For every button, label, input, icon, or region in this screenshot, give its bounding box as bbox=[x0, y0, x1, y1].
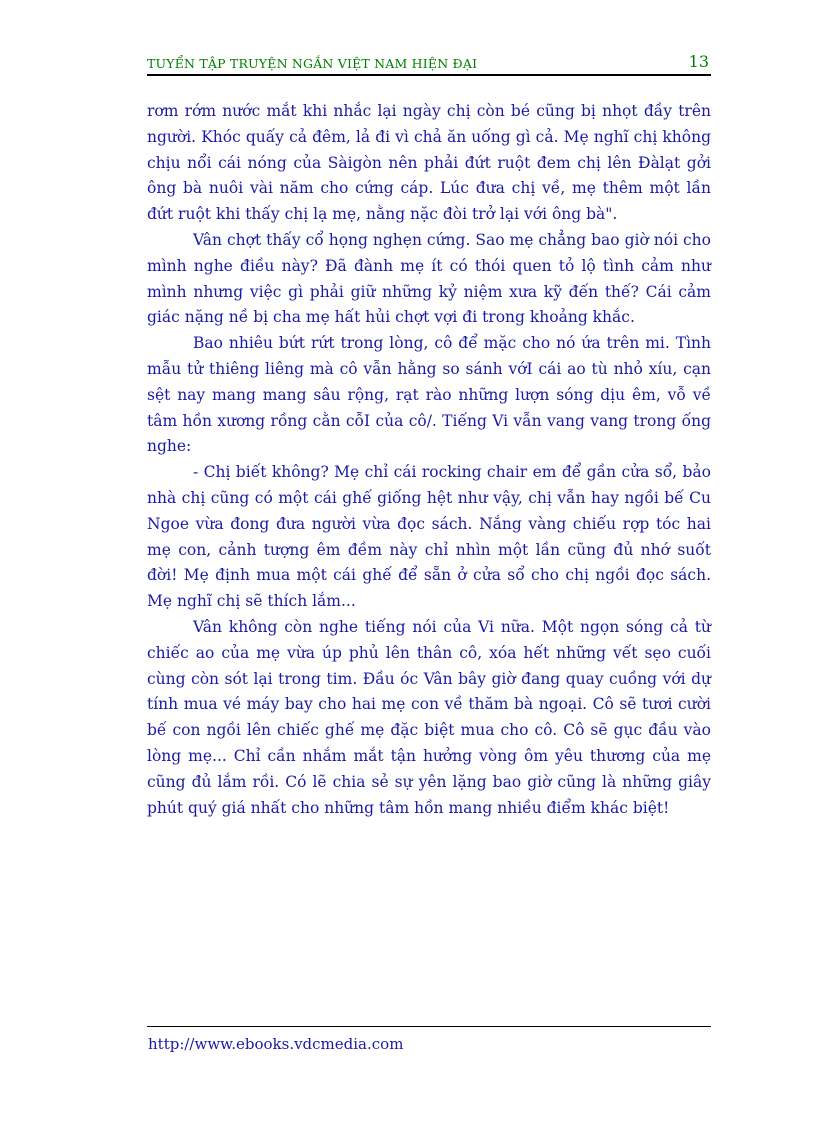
paragraph: Bao nhiêu bứt rứt trong lòng, cô để mặc cho nó ứa trên mi. Tình mẫu tử thiêng liêng mà cô vẫn hằng so sánh vớI cái ao tù nhỏ xíu, cạn sệt nay mang mang sâu rộng, rạt rào những lượn sóng dịu êm, vỗ về tâm hồn xương rồng cằn cỗI của cô/. Tiếng Vi vẫn vang vang trong ống nghe: bbox=[147, 334, 711, 456]
footer-url[interactable]: http://www.ebooks.vdcmedia.com bbox=[148, 1035, 404, 1053]
page-header bbox=[147, 54, 711, 76]
paragraph-dialogue: - Chị biết không? Mẹ chỉ cái rocking chair em để gần cửa sổ, bảo nhà chị cũng có một cái ghế giống hệt như vậy, chị vẫn hay ngồi bế Cu Ngoe vừa đong đưa người vừa đọc sách. Nắng vàng chiếu rợp tóc hai mẹ con, cảnh tượng êm đềm này chỉ nhìn một lần cũng đủ nhớ suốt đời! Mẹ định mua một cái ghế để sẵn ở cửa sổ cho chị ngồi đọc sách. Mẹ nghĩ chị sẽ thích lắm... bbox=[147, 463, 711, 611]
paragraph: Vân chợt thấy cổ họng nghẹn cứng. Sao mẹ chẳng bao giờ nói cho mình nghe điều này? Đã đành mẹ ít có thói quen tỏ lộ tình cảm như mình nhưng việc gì phải giữ những kỷ niệm xưa kỹ đến thế? Cái cảm giác nặng nề bị cha mẹ hất hủi chợt vợi đi trong khoảng khắc. bbox=[147, 230, 711, 327]
page-number: 13 bbox=[688, 52, 709, 71]
paragraph-continuation: rơm rớm nước mắt khi nhắc lại ngày chị còn bé cũng bị nhọt đầy trên người. Khóc quấy cả đêm, lả đi vì chả ăn uống gì cả. Mẹ nghĩ chị không chịu nổi cái nóng của Sàigòn nên phải đứt ruột đem chị lên Đàlạt gởi ông bà nuôi vài năm cho cứng cáp. Lúc đưa chị về, mẹ thêm một lần đứt ruột khi thấy chị lạ mẹ, nằng nặc đòi trở lại với ông bà". bbox=[147, 102, 711, 224]
story-body bbox=[147, 99, 711, 821]
footer-divider bbox=[147, 1026, 711, 1027]
book-title: TUYỂN TẬP TRUYỆN NGẮN VIỆT NAM HIỆN ĐẠI bbox=[147, 56, 478, 71]
paragraph: Vân không còn nghe tiếng nói của Vi nữa. Một ngọn sóng cả từ chiếc ao của mẹ vừa úp phủ lên thân cô, xóa hết những vết sẹo cuối cùng còn sót lại trong tim. Đầu óc Vân bây giờ đang quay cuồng với dự tính mua vé máy bay cho hai mẹ con về thăm bà ngoại. Cô sẽ tươi cười bế con ngồi lên chiếc ghế mẹ đặc biệt mua cho cô. Cô sẽ gục đầu vào lòng mẹ... Chỉ cần nhắm mắt tận hưởng vòng ôm yêu thương của mẹ cũng đủ lắm rồi. Có lẽ chia sẻ sự yên lặng bao giờ cũng là những giây phút quý giá nhất cho những tâm hồn mang nhiều điểm khác biệt! bbox=[147, 617, 711, 817]
